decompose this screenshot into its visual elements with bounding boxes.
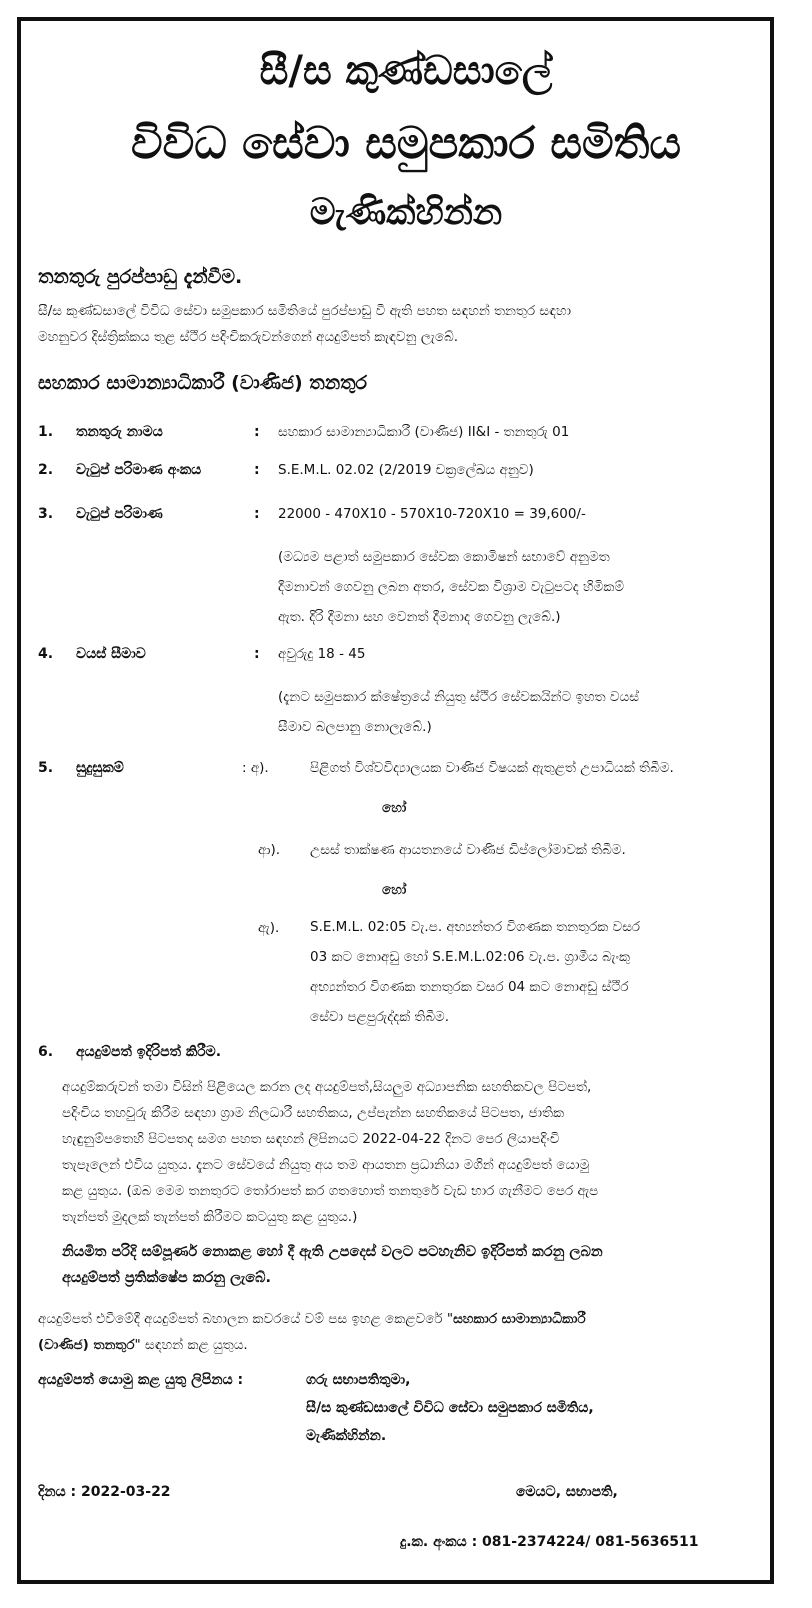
- item-4-value: අවුරුදු 18 - 45: [278, 646, 366, 662]
- item-3-value: 22000 - 470X10 - 570X10-720X10 = 39,600/-: [278, 506, 586, 522]
- item-1-number: 1.: [38, 424, 54, 440]
- intro-line-2: මහනුවර දිස්ත්‍රික්කය තුළ ස්ථිර පදිංචිකරුවන්ගෙන් අයදුම්පත් කැඳවනු ලැබේ.: [38, 329, 459, 345]
- item-1-label: තනතුරු නාමය: [76, 424, 163, 440]
- envelope-instruction-line-1: [38, 1306, 586, 1332]
- qualification-ae-line-3: අභ්‍යන්තර විගණක තනතුරක වසර 04 කට නොඅඩු ස්ථිර: [310, 979, 629, 995]
- item-5-label: සුදුසුකම්: [76, 760, 124, 776]
- address-line-1: ගරු සභාපතිතුමා,: [306, 1372, 411, 1388]
- item-6-number: 6.: [38, 1044, 54, 1060]
- item-4-note-line-2: සීමාව බලපානු නොලැබේ.): [278, 719, 432, 735]
- item-3-note-line-3: ඇත. දිරි දීමනා සහ වෙනත් දීමනාද ගෙවනු ලැබේ.): [278, 609, 561, 625]
- society-name-title: විවිධ සේවා සමුපකාර සමිතිය: [130, 118, 682, 169]
- notice-heading: තනතුරු පුරප්පාඩු දැන්වීම.: [38, 266, 243, 288]
- item-4-note-line-1: (දැනට සමුපකාර ක්ෂේත්‍රයේ නියුතු ස්ථිර සේවකයින්ට ඉහත වයස්: [278, 689, 639, 705]
- item-2-value: S.E.M.L. 02.02 (2/2019 චක්‍රලේඛය අනුව): [278, 462, 534, 478]
- qualification-aa-marker: ආ).: [258, 842, 281, 858]
- signature-line: මෙයට, සභාපති,: [516, 1484, 618, 1500]
- item-3-note-line-1: (මධ්‍යම පළාත් සමුපකාර සේවක කොමිෂන් සභාවේ අනුමත: [278, 549, 610, 565]
- item-6-label: අයදුම්පත් ඉදිරිපත් කිරීම.: [76, 1044, 222, 1060]
- rejection-warning-line-1: නියමිත පරිදි සම්පූර්ණ නොකළ හෝ දී ඇති උපදෙස් වලට පටහැනිව ඉදිරිපත් කරනු ලබන: [62, 1244, 603, 1260]
- envelope-instruction-text: අයදුම්පත් එවීමේදී අයදුම්පත් බහාලන කවරයේ වම් පස ඉහළ කෙළවරේ ": [38, 1311, 454, 1327]
- item-3-colon: :: [254, 506, 260, 522]
- item-3-number: 3.: [38, 506, 54, 522]
- item-1-colon: :: [254, 424, 260, 440]
- intro-line-1: සී/ස කුණ්ඩසාලේ විවිධ සේවා සමුපකාර සමිතියේ පුරප්පාඩු වී ඇති පහත සඳහන් තනතුර සඳහා: [38, 303, 572, 319]
- item-1-value: සහකාර සාමාන්‍යාධිකාරී (වාණිජ) II&I - තනතුරු 01: [278, 424, 570, 440]
- qualification-ae-line-1: S.E.M.L. 02:05 වැ.ප. අභ්‍යන්තර විගණක තනතුරක වසර: [310, 919, 641, 935]
- item-2-label: වැටුප් පරිමාණ අංකය: [76, 462, 202, 478]
- society-location-title: සී/ස කුණ්ඩසාලේ: [259, 48, 553, 94]
- item-3-note-line-2: දීමනාවන් ගෙවනු ලබන අතර, සේවක විශ්‍රාම වැටුපටද හිමිකම්: [278, 579, 625, 595]
- envelope-post-title-cont: (වාණිජ) තනතුර: [38, 1337, 135, 1353]
- notice-date: දිනය : 2022-03-22: [38, 1484, 171, 1500]
- submission-line-5: කළ යුතුය. (ඔබ මෙම තනතුරට තෝරාපත් කර ගතහොත් තනතුරේ වැඩ භාර ගැනීමට පෙර ඇප: [62, 1183, 599, 1199]
- item-5-number: 5.: [38, 760, 54, 776]
- item-2-colon: :: [254, 462, 260, 478]
- submission-line-4: තැපෑලෙන් එවිය යුතුය. දැනට සේවයේ නියුතු අය තම ආයතන ප්‍රධානියා මගින් අයදුම්පත් යොමු: [62, 1157, 590, 1173]
- submission-line-1: අයදුම්කරුවන් තමා විසින් පිළියෙල කරන ලද අයදුම්පත්,සියලුම අධ්‍යාපනික සහතිකවල පිටපත්,: [62, 1079, 592, 1095]
- phone-number: දු.ක. අංකය : 081-2374224/ 081-5636511: [400, 1534, 699, 1550]
- item-4-label: වයස් සීමාව: [76, 646, 146, 662]
- item-3-label: වැටුප් පරිමාණ: [76, 506, 163, 522]
- submission-line-6: තැන්පත් මුදලක් තැන්පත් කිරීමට කටයුතු කළ යුතුය.): [62, 1209, 358, 1225]
- society-town-title: මැණික්හින්න: [309, 192, 503, 233]
- qualification-or-2: හෝ: [382, 882, 407, 898]
- item-4-number: 4.: [38, 646, 54, 662]
- qualification-ae-marker: ඇ).: [258, 920, 280, 936]
- address-line-2: සී/ස කුණ්ඩසාලේ විවිධ සේවා සමුපකාර සමිතිය,: [306, 1400, 594, 1416]
- address-label: අයදුම්පත් යොමු කළ යුතු ලිපිනය :: [38, 1372, 244, 1388]
- envelope-post-title: සහකාර සාමාන්‍යාධිකාරී: [453, 1311, 586, 1327]
- address-line-3: මැණික්හින්න.: [306, 1428, 387, 1444]
- submission-line-3: හැඳුනුම්පතෙහි පිටපතද සමග පහත සඳහන් ලිපිනයට 2022-04-22 දිනට පෙර ලියාපදිංචි: [62, 1131, 560, 1147]
- qualification-or-1: හෝ: [382, 800, 407, 816]
- envelope-instruction-end: " සඳහන් කළ යුතුය.: [134, 1337, 248, 1353]
- item-4-colon: :: [254, 646, 260, 662]
- submission-line-2: පදිංචිය තහවුරු කිරීම සඳහා ග්‍රාම නිලධාරී සහතිකය, උප්පැන්න සහතිකයේ පිටපත, ජාතික: [62, 1105, 565, 1121]
- rejection-warning-line-2: අයදුම්පත් ප්‍රතික්ෂේප කරනු ලැබේ.: [62, 1270, 271, 1286]
- qualification-ae-line-2: 03 කට නොඅඩු හෝ S.E.M.L.02:06 වැ.ප. ග්‍රාමීය බැංකු: [310, 949, 630, 965]
- post-heading: සහකාර සාමාන්‍යාධිකාරී (වාණිජ) තනතුර: [38, 372, 368, 394]
- qualification-aa-text: උසස් තාක්ෂණ ආයතනයේ වාණිජ ඩිප්ලෝමාවක් තිබීම.: [310, 842, 626, 858]
- qualification-a-text: පිළිගත් විශ්වවිද්‍යාලයක වාණිජ විෂයක් ඇතුළත් උපාධියක් තිබීම.: [310, 760, 674, 776]
- envelope-instruction-line-2: [38, 1332, 248, 1358]
- item-2-number: 2.: [38, 462, 54, 478]
- qualification-a-marker: : අ).: [242, 760, 269, 776]
- qualification-ae-line-4: සේවා පළපුරුද්දක් තිබීම.: [310, 1009, 450, 1025]
